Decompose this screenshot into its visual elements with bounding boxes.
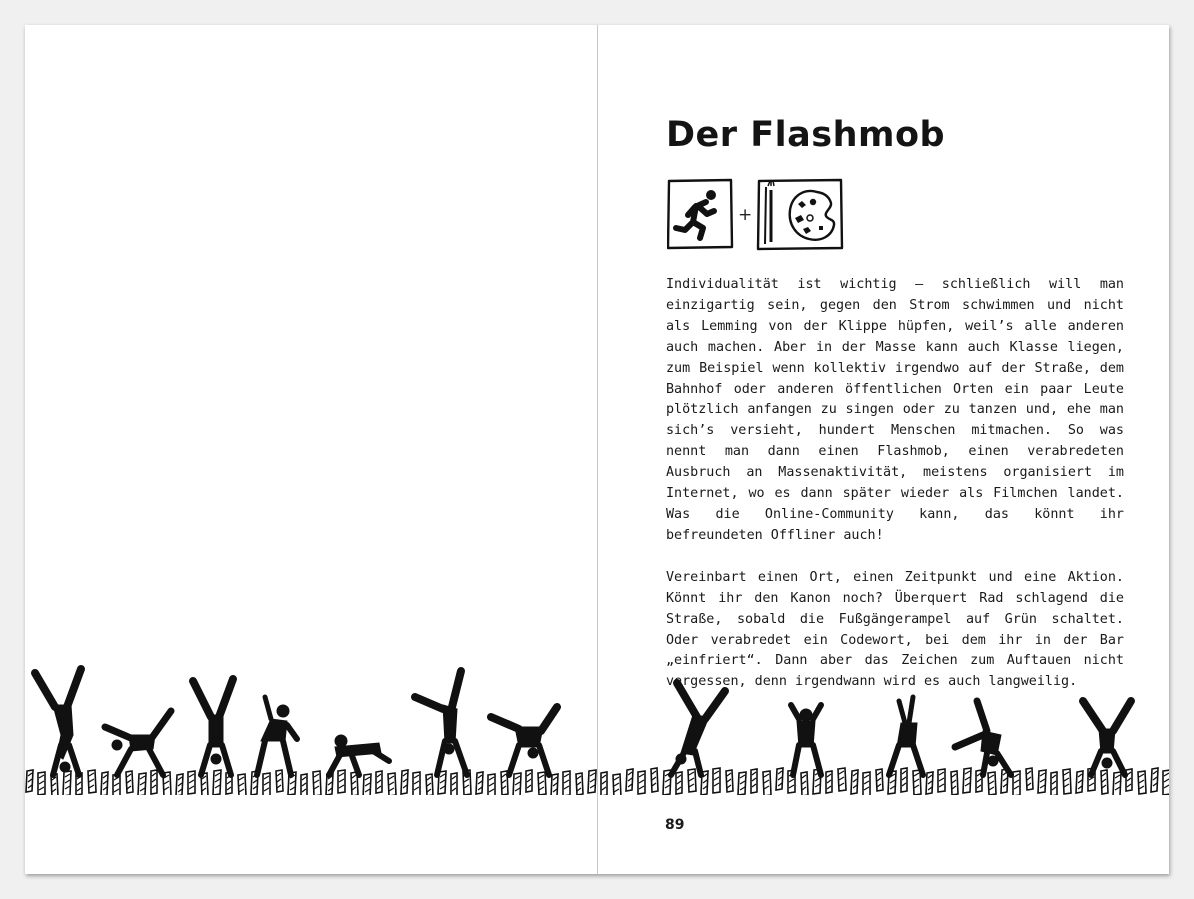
paragraph: Individualität ist wichtig – schließlich will man einzigartig sein, gegen den Strom schwimmen und nicht als Lemming von der Klippe hüpfen, weil’s alle anderen auch machen. Aber in der Masse kann auch Klasse liegen, zum Beispiel wenn kollektiv irgendwo auf der Straße, dem Bahnhof oder anderen öffentlichen Orten ein paar Leute plötzlich anfangen zu singen oder zu tanzen und, ehe man sich’s versieht, hundert Menschen mitmachen. So was nennt man dann einen Flashmob, einen verabredeten Ausbruch an Massenaktivität, meistens organisiert im Internet, wo es dann später wieder als Filmchen landet. Was die Online-Community kann, das könnt ihr befreundeten Offliner auch! — [666, 277, 1124, 543]
jumping-figure — [257, 697, 297, 775]
cartwheel-figure — [491, 707, 557, 775]
plus-icon — [738, 205, 752, 225]
acrobat-illustration — [25, 635, 1169, 795]
art-palette-icon — [758, 180, 842, 249]
cartwheel-figure — [415, 671, 467, 775]
pictogram-row — [667, 178, 847, 252]
book-spread — [25, 25, 1169, 874]
crawling-figure — [329, 735, 389, 775]
page-number: 89 — [665, 817, 685, 833]
striped-ground — [26, 768, 1169, 795]
cartwheel-figure — [105, 711, 171, 775]
svg-text:+: + — [738, 205, 753, 225]
page-title: Der Flashmob — [666, 115, 946, 155]
cheering-figure — [791, 705, 821, 775]
cartwheel-figure — [35, 669, 81, 775]
handstand-figure — [671, 683, 725, 775]
waving-figure — [889, 697, 923, 775]
handstand-figure — [1083, 701, 1131, 775]
paragraph: Vereinbart einen Ort, einen Zeitpunkt und eine Aktion. Könnt ihr den Kanon noch? Überquert Rad schlagend die Straße, sobald die Fußgängerampel auf Grün schaltet. Oder verabredet ein Codewort, bei dem ihr in der Bar „einfriert“. Dann aber das Zeichen zum Auftauen nicht vergessen, denn irgendwann wird es auch langweilig. — [666, 569, 1124, 690]
cartwheel-figure — [955, 701, 1011, 775]
running-person-icon — [668, 180, 732, 248]
handstand-figure — [193, 679, 233, 775]
